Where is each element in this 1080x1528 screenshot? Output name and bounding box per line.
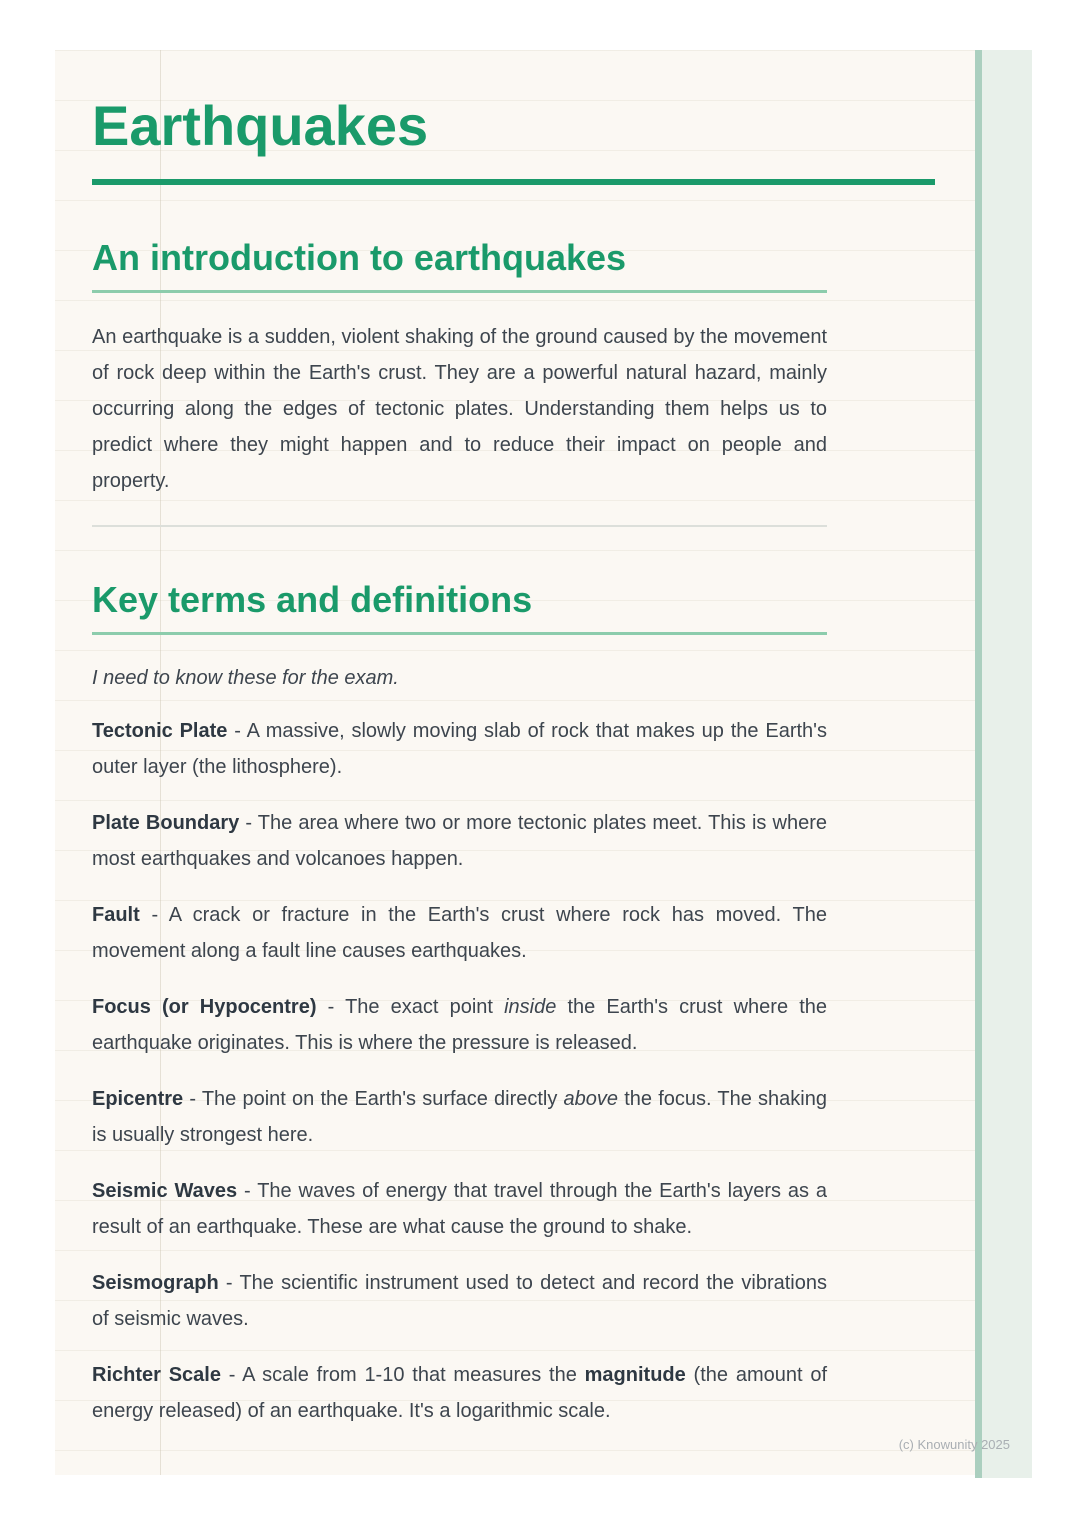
- section-heading-underline: [92, 290, 827, 293]
- section-heading-introduction: An introduction to earthquakes: [92, 237, 627, 278]
- definition-separator: -: [316, 996, 346, 1018]
- definition-text: A scale from 1-10 that measures the: [242, 1364, 585, 1386]
- definition-text: The waves of energy that travel through the Earth's layers as a result of an earthquake. These are what cause the ground to shake.: [92, 1180, 827, 1238]
- definition-term: Tectonic Plate: [92, 720, 228, 742]
- definition-separator: -: [227, 720, 247, 742]
- definition-term: Fault: [92, 904, 140, 926]
- definition-text: inside: [504, 996, 557, 1018]
- definition-term: Richter Scale: [92, 1364, 221, 1386]
- section-heading-underline: [92, 632, 827, 635]
- definition-text: (the amount of energy released) of an earthquake. It's a logarithmic scale.: [92, 1364, 828, 1422]
- definition-text: A massive, slowly moving slab of rock that makes up the Earth's outer layer (the lithosphere).: [92, 720, 828, 778]
- definition-text: The exact point: [345, 996, 505, 1018]
- definition-text: The point on the Earth's surface directly: [201, 1088, 564, 1110]
- definition-separator: -: [183, 1088, 202, 1110]
- definition-paragraph: [92, 1173, 827, 1245]
- definition-paragraph: [92, 713, 827, 785]
- definitions-list: [92, 713, 827, 1429]
- definition-text: magnitude: [584, 1364, 686, 1386]
- section-key-terms: [92, 577, 827, 1429]
- definition-paragraph: [92, 989, 827, 1061]
- definition-text: The scientific instrument used to detect and record the vibrations of seismic waves.: [92, 1272, 827, 1330]
- definition-separator: -: [237, 1180, 258, 1202]
- intro-paragraph: An earthquake is a sudden, violent shaking of the ground caused by the movement of rock deep within the Earth's crust. They are a powerful natural hazard, mainly occurring along the edges of tectonic plates. Understanding them helps us to predict where they might happen and to reduce their impact on people and property.: [92, 326, 827, 492]
- definition-term: Focus (or Hypocentre): [92, 996, 317, 1018]
- section-heading-key-terms: Key terms and definitions: [92, 579, 533, 620]
- definition-text: the Earth's crust where the earthquake originates. This is where the pressure is released.: [92, 996, 828, 1054]
- definition-separator: -: [139, 904, 169, 926]
- definition-term: Seismic Waves: [92, 1180, 238, 1202]
- notes-page: [55, 50, 975, 1475]
- definition-term: Seismograph: [92, 1272, 219, 1294]
- section-introduction: [92, 235, 827, 499]
- definition-text: A crack or fracture in the Earth's crust where rock has moved. The movement along a fault line causes earthquakes.: [92, 904, 827, 962]
- definition-paragraph: [92, 1357, 827, 1429]
- footer-credit: (c) Knowunity 2025: [898, 1437, 1010, 1452]
- definition-paragraph: [92, 1081, 827, 1153]
- definition-paragraph: [92, 897, 827, 969]
- section-divider: [92, 525, 827, 527]
- definition-separator: -: [218, 1272, 240, 1294]
- definition-text: the focus. The shaking is usually strongest here.: [92, 1088, 827, 1146]
- page-title: Earthquakes: [92, 94, 429, 157]
- definition-separator: -: [239, 812, 258, 834]
- exam-note: I need to know these for the exam.: [92, 667, 399, 689]
- definition-paragraph: [92, 1265, 827, 1337]
- definition-term: Plate Boundary: [92, 812, 240, 834]
- definition-separator: -: [220, 1364, 243, 1386]
- definition-term: Epicentre: [92, 1088, 184, 1110]
- definition-text: The area where two or more tectonic plates meet. This is where most earthquakes and volcanoes happen.: [92, 812, 827, 870]
- title-underline: [92, 179, 935, 185]
- definition-paragraph: [92, 805, 827, 877]
- definition-text: above: [563, 1088, 619, 1110]
- page-edge-strip: [975, 50, 1032, 1478]
